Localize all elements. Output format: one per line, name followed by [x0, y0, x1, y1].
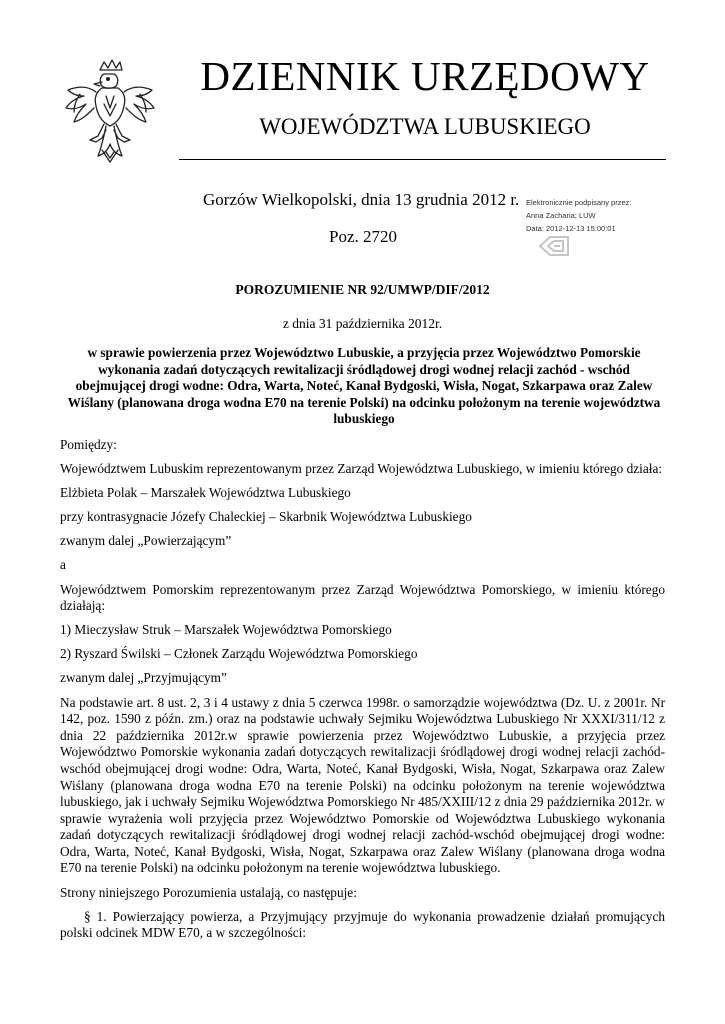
paragraph: a	[60, 557, 66, 573]
paragraph: Elżbieta Polak – Marszałek Województwa Lubuskiego	[60, 485, 351, 501]
paragraph: 2) Ryszard Świlski – Członek Zarządu Województwa Pomorskiego	[60, 646, 418, 662]
signature-stamp-icon	[536, 234, 572, 258]
paragraph: Strony niniejszego Porozumienia ustalają, co następuje:	[60, 884, 357, 900]
paragraph: przy kontrasygnacie Józefy Chaleckiej – Skarbnik Województwa Lubuskiego	[60, 509, 472, 525]
journal-subtitle: WOJEWÓDZTWA LUBUSKIEGO	[259, 114, 591, 139]
paragraph: zwanym dalej „Przyjmującym”	[60, 670, 227, 686]
paragraph: Na podstawie art. 8 ust. 2, 3 i 4 ustawy z dnia 5 czerwca 1998r. o samorządzie województwa (Dz. U. z 2001r. Nr 142, poz. 1590 z późn. zm.) oraz na podstawie uchwały Sejmiku Województwa Lubuskiego Nr XXXI/311/12 z dnia 22 października 2012r.w sprawie powierzenia przez Województwo Lubuskie, a przyjęcia przez Województwo Pomorskie wykonania zadań dotyczących rewitalizacji śródlądowej drogi wodnej relacji zachód-wschód obejmującej drogi wodne: Odra, Warta, Noteć, Kanał Bydgoski, Wisła, Nogat, Szkarpawa oraz Zalew Wiślany (planowana droga wodna E70 na terenie Polski) na odcinku położonym na terenie województwa lubuskiego, jak i uchwały Sejmiku Województwa Pomorskiego Nr 485/XXIII/12 z dnia 29 października 2012r. w sprawie wyrażenia woli przyjęcia przez Województwo Pomorskie od Województwa Lubuskiego wykonania zadań dotyczących rewitalizacji śródlądowej drogi wodnej relacji zachód-wschód obejmującej drogi wodne: Odra, Warta, Noteć, Kanał Bydgoski, Wisła, Nogat, Szkarpawa oraz Zalew Wiślany (planowana droga wodna E70 na terenie Polski) na odcinku położonym na terenie województwa lubuskiego.	[60, 694, 665, 876]
signature-line-date: Data: 2012-12-13 15:00:01	[526, 224, 616, 233]
paragraph: 1) Mieczysław Struk – Marszałek Województwa Pomorskiego	[60, 622, 392, 638]
paragraph: Województwem Pomorskim reprezentowanym przez Zarząd Województwa Pomorskiego, w imieniu którego działają:	[60, 581, 665, 614]
paragraph: § 1. Powierzający powierza, a Przyjmujący przyjmuje do wykonania prowadzenie działań promujących polski odcinek MDW E70, a w szczególności:	[60, 908, 665, 941]
paragraph: zwanym dalej „Powierzającym”	[60, 533, 232, 549]
electronic-signature	[526, 196, 676, 235]
polish-eagle-emblem-icon	[60, 56, 160, 166]
header-divider	[179, 159, 666, 160]
signature-line-signer: Anna Zacharia; LUW	[526, 211, 596, 220]
place-and-date: Gorzów Wielkopolski, dnia 13 grudnia 2012 r.	[203, 190, 520, 209]
journal-title: DZIENNIK URZĘDOWY	[200, 53, 650, 99]
document-subject: w sprawie powierzenia przez Województwo Lubuskie, a przyjęcia przez Województwo Pomorskie wykonania zadań dotyczących rewitalizacji śródlądowej drogi wodnej relacji zachód - wschód obejmującej drogi wodne: Odra, Warta, Noteć, Kanał Bydgoski, Wisła, Nogat, Szkarpawa oraz Zalew Wiślany (planowana droga wodna E70 na terenie Polski) na odcinku położonym na terenie województwa lubuskiego	[67, 345, 661, 426]
document-body	[60, 437, 665, 949]
paragraph: Województwem Lubuskim reprezentowanym przez Zarząd Województwa Lubuskiego, w imieniu którego działa:	[60, 461, 663, 477]
position-number: Poz. 2720	[329, 227, 397, 246]
document-heading: POROZUMIENIE NR 92/UMWP/DIF/2012	[235, 282, 490, 297]
signature-line-signed-by: Elektronicznie podpisany przez:	[526, 198, 632, 207]
document-date: z dnia 31 października 2012r.	[282, 316, 443, 331]
paragraph: Pomiędzy:	[60, 437, 117, 452]
